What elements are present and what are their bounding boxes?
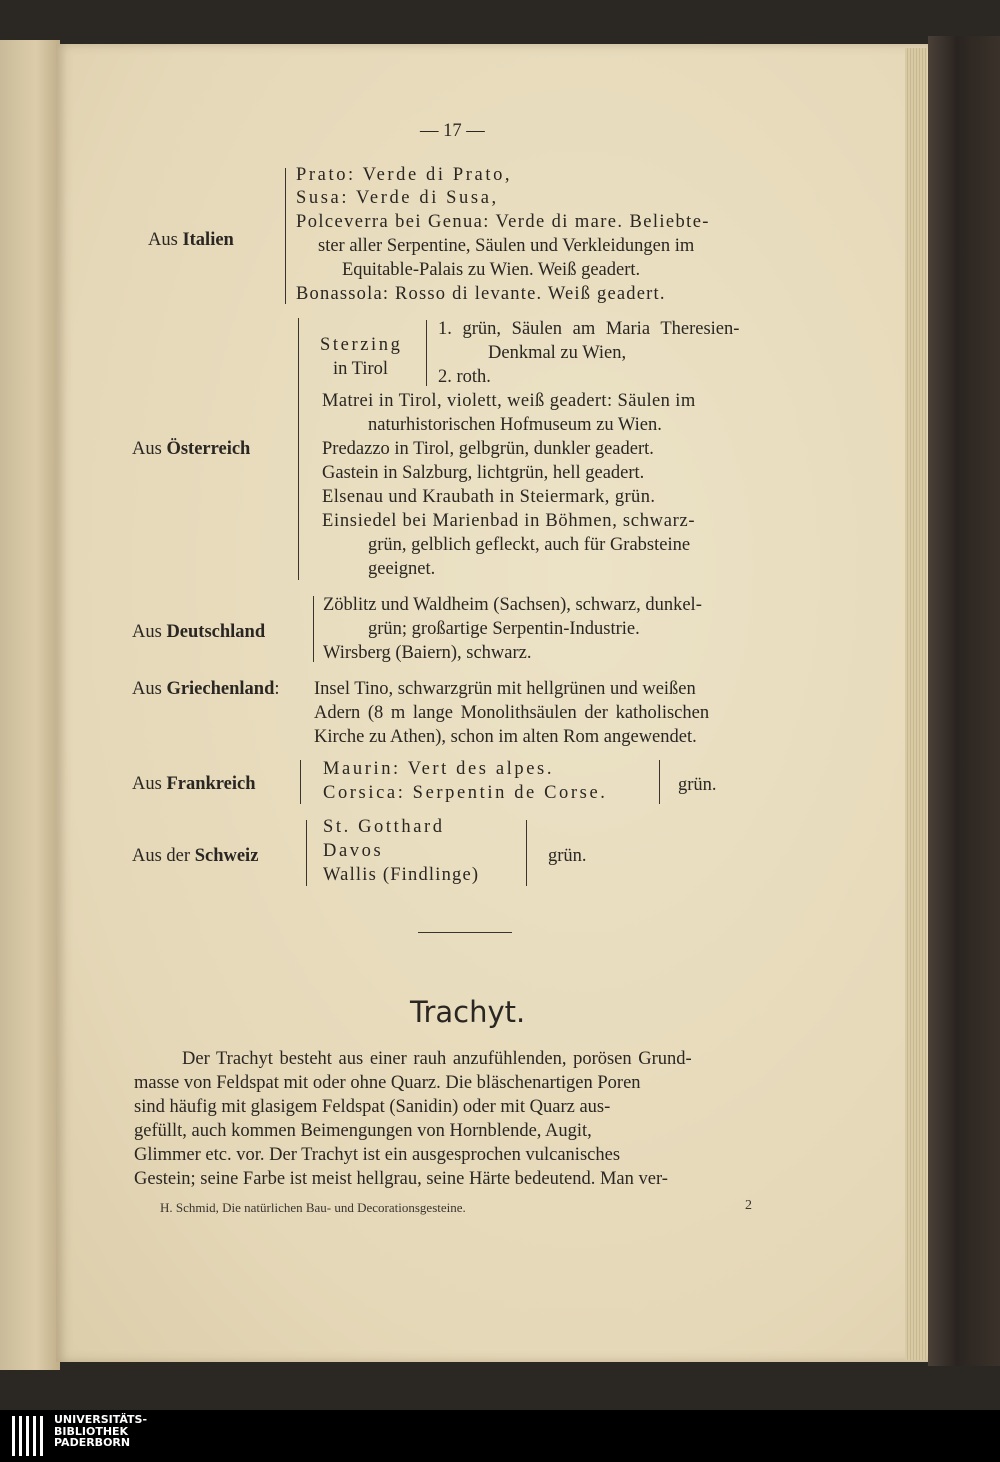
label-griechenland: [132, 680, 280, 699]
deutschland-line-2: grün; großartige Serpentin-Industrie.: [368, 619, 640, 639]
brace-schweiz-left: [306, 820, 307, 886]
footer-citation: H. Schmid, Die natürlichen Bau- und Decorationsgesteine.: [160, 1200, 466, 1215]
label-country: Italien: [182, 230, 234, 250]
italien-line-1: Prato: Verde di Prato,: [296, 165, 513, 185]
schweiz-line-1: St. Gotthard: [323, 817, 445, 837]
brace-oesterreich: [298, 318, 299, 580]
sterzing-line-3: 2. roth.: [438, 367, 491, 387]
label-country: Griechenland: [166, 679, 275, 699]
label-country: Österreich: [166, 439, 251, 459]
label-colon: :: [274, 679, 280, 699]
italien-line-4: ster aller Serpentine, Säulen und Verkleidungen im: [318, 236, 695, 256]
footer-signature-number: 2: [745, 1198, 752, 1213]
oesterreich-line-5: Elsenau und Kraubath in Steiermark, grün.: [322, 487, 656, 507]
oesterreich-line-7: grün, gelblich gefleckt, auch für Grabsteine: [368, 535, 691, 555]
paragraph-line-1: Der Trachyt besteht aus einer rauh anzufühlenden, porösen Grund-: [182, 1049, 692, 1069]
italien-line-3: Polceverra bei Genua: Verde di mare. Beliebte-: [296, 212, 710, 232]
frankreich-line-2: Corsica: Serpentin de Corse.: [323, 783, 608, 803]
label-prefix: Aus: [148, 230, 183, 250]
sterzing-label: Sterzing: [320, 335, 403, 355]
brace-frankreich-right: [655, 760, 660, 804]
sterzing-line-1: 1. grün, Säulen am Maria Theresien-: [438, 319, 740, 339]
page-stack-edge: [905, 48, 927, 1360]
label-prefix: Aus: [132, 622, 167, 642]
label-deutschland: [132, 623, 265, 642]
brace-italien: [285, 168, 286, 304]
label-prefix: Aus: [132, 679, 167, 699]
frankreich-suffix: grün.: [678, 775, 717, 795]
logo-line-2: BIBLIOTHEK: [54, 1424, 129, 1438]
library-logo-text: [54, 1414, 147, 1449]
brace-frankreich-left: [300, 760, 301, 804]
deutschland-line-3: Wirsberg (Baiern), schwarz.: [323, 643, 532, 663]
label-prefix: Aus: [132, 439, 167, 459]
schweiz-line-2: Davos: [323, 841, 384, 861]
sterzing-label-2: in Tirol: [333, 359, 389, 379]
library-logo-icon: [12, 1416, 46, 1456]
paragraph-line-3: sind häufig mit glasigem Feldspat (Sanidin) oder mit Quarz aus-: [134, 1097, 611, 1117]
logo-line-3: PADERBORN: [54, 1436, 131, 1449]
label-frankreich: [132, 775, 256, 794]
oesterreich-line-4: Gastein in Salzburg, lichtgrün, hell geadert.: [322, 463, 645, 483]
italien-line-2: Susa: Verde di Susa,: [296, 188, 499, 208]
paragraph-line-2: masse von Feldspat mit oder ohne Quarz. Die bläschenartigen Poren: [134, 1073, 641, 1093]
oesterreich-line-6: Einsiedel bei Marienbad in Böhmen, schwarz-: [322, 511, 696, 531]
oesterreich-line-1: Matrei in Tirol, violett, weiß geadert: Säulen im: [322, 391, 696, 411]
label-country: Schweiz: [194, 846, 259, 866]
label-prefix: Aus: [132, 774, 167, 794]
griechenland-line-3: Kirche zu Athen), schon im alten Rom angewendet.: [314, 727, 697, 747]
frankreich-line-1: Maurin: Vert des alpes.: [323, 759, 555, 779]
logo-line-1: UNIVERSITÄTS-: [54, 1413, 148, 1426]
paragraph-line-6: Gestein; seine Farbe ist meist hellgrau, seine Härte bedeutend. Man ver-: [134, 1169, 668, 1189]
schweiz-line-3: Wallis (Findlinge): [323, 865, 480, 885]
schweiz-suffix: grün.: [548, 846, 587, 866]
brace-deutschland: [313, 596, 314, 662]
deutschland-line-1: Zöblitz und Waldheim (Sachsen), schwarz, dunkel-: [323, 595, 702, 615]
library-banner: [0, 1410, 1000, 1462]
label-oesterreich: [132, 440, 250, 459]
section-title: Trachyt.: [410, 995, 526, 1029]
brace-sterzing: [426, 320, 427, 386]
label-prefix: Aus der: [132, 846, 195, 866]
label-italien: [148, 231, 234, 250]
paragraph-line-4: gefüllt, auch kommen Beimengungen von Hornblende, Augit,: [134, 1121, 592, 1141]
facing-page-edge: [0, 40, 60, 1370]
oesterreich-line-3: Predazzo in Tirol, gelbgrün, dunkler geadert.: [322, 439, 654, 459]
italien-line-6: Bonassola: Rosso di levante. Weiß geadert.: [296, 284, 666, 304]
brace-schweiz-right: [522, 820, 527, 886]
sterzing-line-2: Denkmal zu Wien,: [488, 343, 627, 363]
griechenland-line-1: Insel Tino, schwarzgrün mit hellgrünen und weißen: [314, 679, 696, 699]
label-country: Frankreich: [166, 774, 256, 794]
oesterreich-line-8: geeignet.: [368, 559, 436, 579]
book-cover-edge: [928, 36, 1000, 1366]
italien-line-5: Equitable-Palais zu Wien. Weiß geadert.: [342, 260, 641, 280]
griechenland-line-2: Adern (8 m lange Monolithsäulen der katholischen: [314, 703, 710, 723]
label-schweiz: [132, 847, 258, 866]
label-country: Deutschland: [166, 622, 266, 642]
paragraph-line-5: Glimmer etc. vor. Der Trachyt ist ein ausgesprochen vulcanisches: [134, 1145, 621, 1165]
page-number: — 17 —: [420, 121, 485, 141]
section-divider: [418, 932, 512, 933]
oesterreich-line-2: naturhistorischen Hofmuseum zu Wien.: [368, 415, 662, 435]
